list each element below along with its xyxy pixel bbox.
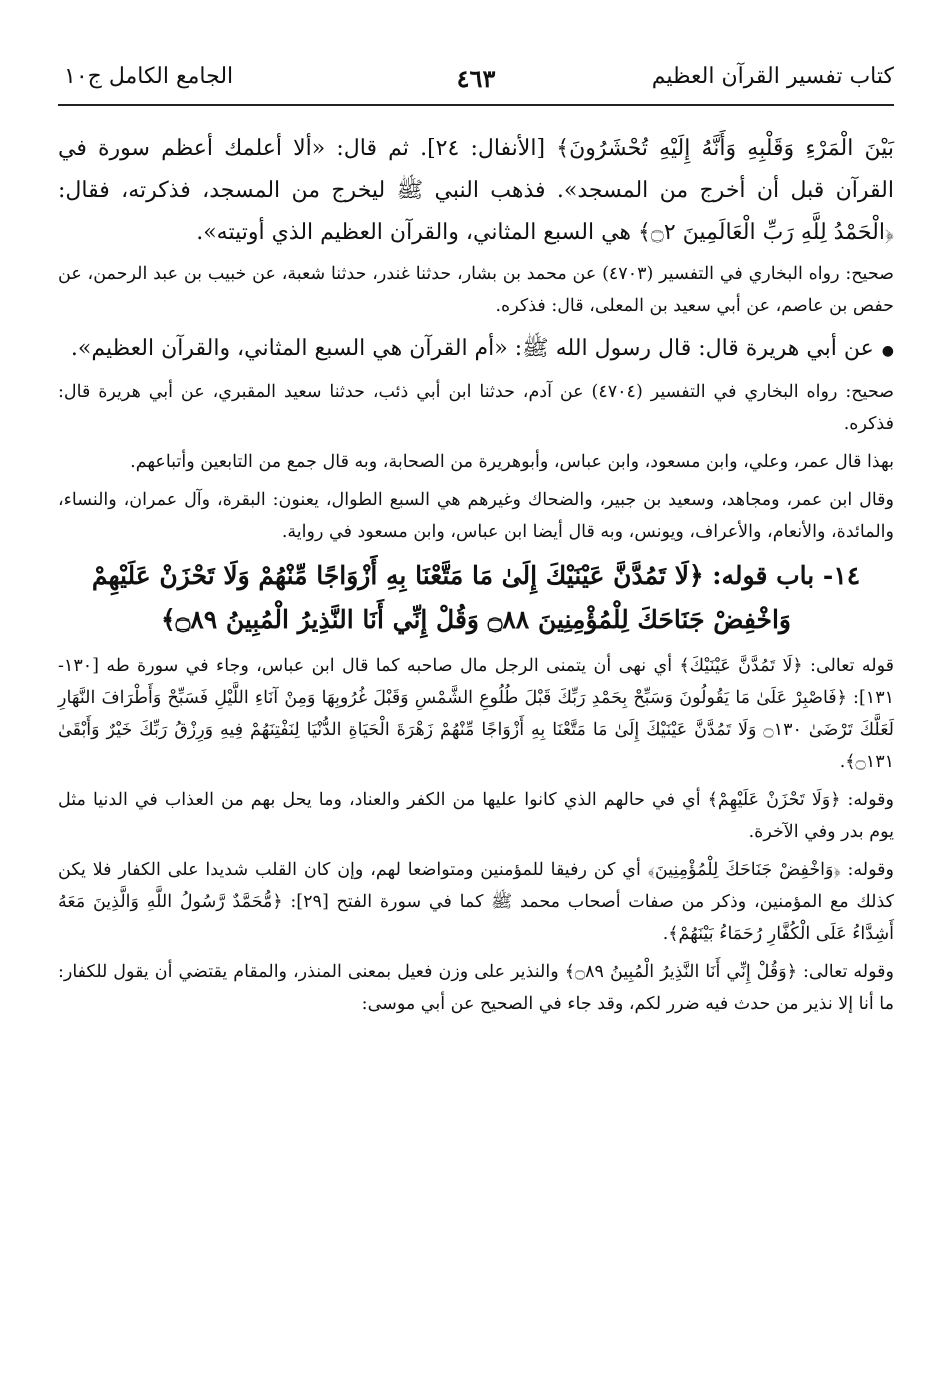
paragraph-tafsir-4: وقوله تعالى: ﴿وَقُلْ إِنِّي أَنَا النَّذِيرُ الْمُبِينُ ۝٨٩﴾ والنذير على وزن فعيل بمعنى المنذر، والمقام يقتضي أن يقول للكفار: ما أنا إلا نذير من حدث فيه ضرر لكم، وقد جاء في الصحيح عن أبي موسى: [58, 962, 894, 1014]
paragraph-takhrij-2: صحيح: رواه البخاري في التفسير (٤٧٠٤) عن آدم، حدثنا ابن أبي ذئب، حدثنا سعيد المقبري، عن أبي هريرة قال: فذكره. [58, 382, 894, 434]
paragraph-tafsir-2: وقوله: ﴿وَلَا تَحْزَنْ عَلَيْهِمْ﴾ أي في حالهم الذي كانوا عليها من الكفر والعناد، وما يحل بهم من العذاب في الدنيا مثل يوم بدر وفي الآخرة. [58, 790, 894, 842]
paragraph-hadith-text: بَيْنَ الْمَرْءِ وَقَلْبِهِ وَأَنَّهُ إِلَيْهِ تُحْشَرُونَ﴾ [الأنفال: ٢٤]. ثم قال: «ألا أعلمك أعظم سورة في القرآن قبل أن أخرج من المسجد». فذهب النبي ﷺ ليخرج من المسجد، فذكرته، فقال: ﴿الْحَمْدُ لِلَّهِ رَبِّ الْعَالَمِينَ ۝٢﴾ هي السبع المثاني، والقرآن العظيم الذي أوتيته». [58, 136, 894, 245]
book-title: كتاب تفسير القرآن العظيم [651, 64, 894, 89]
paragraph-hadith-abu-hurairah [58, 328, 894, 372]
page-content [58, 128, 894, 1026]
page-number: ٤٦٣ [456, 64, 496, 93]
bullet-icon: ● [881, 343, 894, 359]
paragraph-takhrij: صحيح: رواه البخاري في التفسير (٤٧٠٣) عن محمد بن بشار، حدثنا غندر، حدثنا شعبة، عن خبيب بن عبد الرحمن، عن حفص بن عاصم، عن أبي سعيد بن المعلى، قال: فذكره. [58, 264, 894, 316]
hadith-text: عن أبي هريرة قال: قال رسول الله ﷺ: «أم القرآن هي السبع المثاني، والقرآن العظيم». [70, 336, 874, 361]
section-heading: ١٤- باب قوله: ﴿لَا تَمُدَّنَّ عَيْنَيْكَ إِلَىٰ مَا مَتَّعْنَا بِهِ أَزْوَاجًا مِّنْهُمْ وَلَا تَحْزَنْ عَلَيْهِمْ وَاخْفِضْ جَنَاحَكَ لِلْمُؤْمِنِينَ ۝٨٨ وَقُلْ إِنِّي أَنَا النَّذِيرُ الْمُبِينُ ۝٨٩﴾ [91, 561, 861, 634]
paragraph-commentary-2: وقال ابن عمر، ومجاهد، وسعيد بن جبير، والضحاك وغيرهم هي السبع الطوال، يعنون: البقرة، وآل عمران، والنساء، والمائدة، والأنعام، والأعراف، ويونس، وبه قال أيضا ابن عباس، وابن مسعود في رواية. [58, 490, 894, 542]
collection-title: الجامع الكامل ج١٠ [64, 64, 234, 89]
paragraph-commentary-1: بهذا قال عمر، وعلي، وابن مسعود، وابن عباس، وأبوهريرة من الصحابة، وبه قال جمع من التابعين وأتباعهم. [130, 452, 894, 472]
paragraph-tafsir-1: قوله تعالى: ﴿لَا تَمُدَّنَّ عَيْنَيْكَ﴾ أي نهى أن يتمنى الرجل مال صاحبه كما قال ابن عباس، وجاء في سورة طه [١٣٠- ١٣١]: ﴿فَاصْبِرْ عَلَىٰ مَا يَقُولُونَ وَسَبِّحْ بِحَمْدِ رَبِّكَ قَبْلَ طُلُوعِ الشَّمْسِ وَقَبْلَ غُرُوبِهَا وَمِنْ آنَاءِ اللَّيْلِ فَسَبِّحْ وَأَطْرَافَ النَّهَارِ لَعَلَّكَ تَرْضَىٰ ۝١٣٠ وَلَا تَمُدَّنَّ عَيْنَيْكَ إِلَىٰ مَا مَتَّعْنَا بِهِ أَزْوَاجًا مِّنْهُمْ زَهْرَةَ الْحَيَاةِ الدُّنْيَا لِنَفْتِنَهُمْ فِيهِ وَرِزْقُ رَبِّكَ خَيْرٌ وَأَبْقَىٰ ۝١٣١﴾. [58, 656, 895, 772]
paragraph-tafsir-3: وقوله: ﴿وَاخْفِضْ جَنَاحَكَ لِلْمُؤْمِنِينَ﴾ أي كن رفيقا للمؤمنين ومتواضعا لهم، وإن كان القلب شديدا على الكفار فلا يكن كذلك مع المؤمنين، وذكر من صفات أصحاب محمد ﷺ كما في سورة الفتح [٢٩]: ﴿مُّحَمَّدٌ رَّسُولُ اللَّهِ وَالَّذِينَ مَعَهُ أَشِدَّاءُ عَلَى الْكُفَّارِ رُحَمَاءُ بَيْنَهُمْ﴾. [58, 860, 894, 944]
page-header [58, 60, 894, 106]
